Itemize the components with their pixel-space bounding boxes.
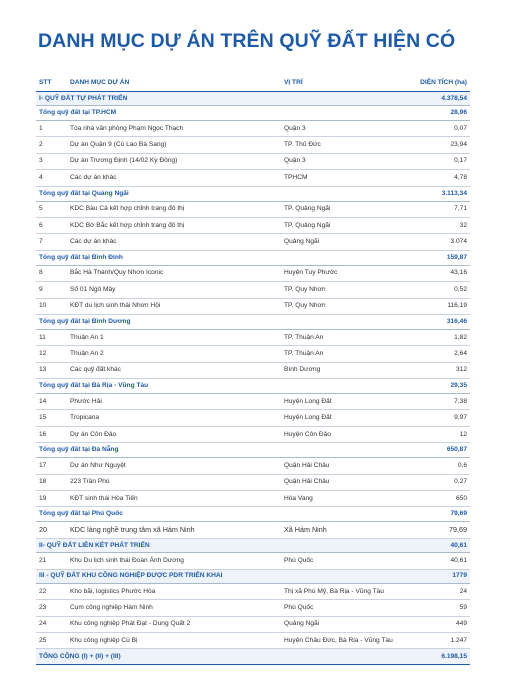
section-row [36, 539, 470, 553]
project-name-cell: Tropicana [67, 410, 281, 426]
project-name-cell: Cụm công nghiệp Hàm Ninh [67, 600, 281, 616]
stt-cell: 10 [36, 298, 67, 314]
stt-cell: 25 [36, 632, 67, 648]
area-cell: 43,16 [401, 265, 470, 281]
area-cell: 12 [401, 426, 470, 442]
project-name-cell: KDC Bờ Bắc kết hợp chỉnh trang đô thị [67, 217, 281, 233]
location-cell: Huyện Long Đất [281, 394, 401, 410]
area-cell: 312 [401, 362, 470, 378]
location-cell: Bình Dương [281, 362, 401, 378]
location-cell: TPHCM [281, 170, 401, 186]
stt-cell: 4 [36, 170, 67, 186]
stt-cell: 24 [36, 616, 67, 632]
location-cell: Quận 3 [281, 121, 401, 137]
project-table [36, 75, 470, 665]
stt-cell: 21 [36, 553, 67, 569]
table-row [36, 426, 470, 442]
table-row [36, 170, 470, 186]
area-cell: 7,38 [401, 394, 470, 410]
stt-cell: 12 [36, 346, 67, 362]
subtotal-row [36, 507, 470, 522]
stt-cell: 16 [36, 426, 67, 442]
project-name-cell: Khu công nghiệp Phát Đạt - Dung Quất 2 [67, 616, 281, 632]
group-label: Tổng quỹ đất tại Phú Quốc [36, 507, 401, 522]
page-title: DANH MỤC DỰ ÁN TRÊN QUỸ ĐẤT HIỆN CÓ [38, 30, 456, 52]
group-label: III - QUỸ ĐẤT KHU CÔNG NGHIỆP ĐƯỢC PDR TRIỂN KHAI [36, 569, 401, 583]
subtotal-row [36, 443, 470, 458]
table-row [36, 394, 470, 410]
location-cell: TP. Quảng Ngãi [281, 217, 401, 233]
table-row [36, 234, 470, 250]
table-row [36, 583, 470, 599]
subtotal-row [36, 379, 470, 394]
area-cell: 0,52 [401, 282, 470, 298]
group-label: Tổng quỹ đất tại Bình Định [36, 250, 401, 265]
project-name-cell: Kho bãi, logistics Phước Hòa [67, 583, 281, 599]
project-name-cell: Tòa nhà văn phòng Phạm Ngọc Thạch [67, 121, 281, 137]
table-row [36, 201, 470, 217]
group-area: 4.378,54 [401, 92, 470, 106]
area-cell: 59 [401, 600, 470, 616]
stt-cell: 22 [36, 583, 67, 599]
table-row [36, 282, 470, 298]
table-row [36, 522, 470, 539]
group-label: Tổng quỹ đất tại Bình Dương [36, 314, 401, 329]
subtotal-row [36, 250, 470, 265]
location-cell: TP. Thủ Đức [281, 137, 401, 153]
location-cell: Quận Hải Châu [281, 474, 401, 490]
project-name-cell: Dự án Như Nguyệt [67, 458, 281, 474]
subtotal-row [36, 186, 470, 201]
group-area: 6.198,15 [401, 649, 470, 665]
table-row [36, 553, 470, 569]
location-cell: TP. Quy Nhơn [281, 282, 401, 298]
group-area: 316,46 [401, 314, 470, 329]
location-cell: Hòa Vang [281, 491, 401, 507]
stt-cell: 7 [36, 234, 67, 250]
stt-cell: 15 [36, 410, 67, 426]
location-cell: TP. Thuận An [281, 346, 401, 362]
stt-cell: 9 [36, 282, 67, 298]
group-area: 40,61 [401, 539, 470, 553]
group-label: I- QUỸ ĐẤT TỰ PHÁT TRIỂN [36, 92, 401, 106]
group-area: 29,35 [401, 379, 470, 394]
project-name-cell: 223 Trần Phú [67, 474, 281, 490]
project-name-cell: Các quỹ đất khác [67, 362, 281, 378]
location-cell: Xã Hàm Ninh [281, 522, 401, 539]
location-cell: TP. Quảng Ngãi [281, 201, 401, 217]
group-area: 650,87 [401, 443, 470, 458]
area-cell: 0,6 [401, 458, 470, 474]
project-name-cell: KDC Bàu Cả kết hợp chỉnh trang đô thị [67, 201, 281, 217]
table-row [36, 410, 470, 426]
location-cell: Quận Hải Châu [281, 458, 401, 474]
stt-cell: 18 [36, 474, 67, 490]
project-name-cell: Thuận An 2 [67, 346, 281, 362]
section-row [36, 569, 470, 583]
table-row [36, 632, 470, 648]
area-cell: 3.074 [401, 234, 470, 250]
table-row [36, 298, 470, 314]
area-cell: 116,19 [401, 298, 470, 314]
table-row [36, 458, 470, 474]
table-row [36, 153, 470, 169]
project-name-cell: Thuận An 1 [67, 329, 281, 345]
table-row [36, 616, 470, 632]
group-label: II- QUỸ ĐẤT LIÊN KẾT PHÁT TRIỂN [36, 539, 401, 553]
table-body [36, 92, 470, 665]
stt-cell: 20 [36, 522, 67, 539]
stt-cell: 1 [36, 121, 67, 137]
header-area: DIỆN TÍCH (ha) [401, 75, 470, 92]
area-cell: 650 [401, 491, 470, 507]
table-row [36, 217, 470, 233]
area-cell: 4,78 [401, 170, 470, 186]
area-cell: 7,71 [401, 201, 470, 217]
group-area: 159,87 [401, 250, 470, 265]
group-area: 1779 [401, 569, 470, 583]
area-cell: 1,82 [401, 329, 470, 345]
project-name-cell: Dự án Quận 9 (Cù Lao Bà Sang) [67, 137, 281, 153]
stt-cell: 2 [36, 137, 67, 153]
area-cell: 23,94 [401, 137, 470, 153]
project-name-cell: KĐT sinh thái Hòa Tiến [67, 491, 281, 507]
stt-cell: 3 [36, 153, 67, 169]
total-row [36, 649, 470, 665]
table-row [36, 474, 470, 490]
table-row [36, 362, 470, 378]
table-row [36, 329, 470, 345]
header-name: DANH MỤC DỰ ÁN [67, 75, 281, 92]
location-cell: TP. Thuận An [281, 329, 401, 345]
group-area: 79,69 [401, 507, 470, 522]
header-location: VỊ TRÍ [281, 75, 401, 92]
location-cell: TP. Quy Nhơn [281, 298, 401, 314]
project-name-cell: Dự án Trương Định (14/02 Kỳ Đồng) [67, 153, 281, 169]
project-name-cell: KDC làng nghề trung tâm xã Hàm Ninh [67, 522, 281, 539]
project-name-cell: KĐT du lịch sinh thái Nhơn Hội [67, 298, 281, 314]
stt-cell: 6 [36, 217, 67, 233]
group-area: 28,96 [401, 106, 470, 121]
project-name-cell: Khu Du lịch sinh thái Đoàn Ánh Dương [67, 553, 281, 569]
area-cell: 79,69 [401, 522, 470, 539]
location-cell: Huyện Long Đất [281, 410, 401, 426]
stt-cell: 17 [36, 458, 67, 474]
location-cell: Quảng Ngãi [281, 234, 401, 250]
stt-cell: 23 [36, 600, 67, 616]
subtotal-row [36, 314, 470, 329]
group-label: Tổng quỹ đất tại Đà Nẵng [36, 443, 401, 458]
location-cell: Quận 3 [281, 153, 401, 169]
project-name-cell: Số 01 Ngô Mây [67, 282, 281, 298]
table-row [36, 600, 470, 616]
subtotal-row [36, 106, 470, 121]
section-row [36, 92, 470, 106]
group-label: Tổng quỹ đất tại Bà Rịa - Vũng Tàu [36, 379, 401, 394]
area-cell: 449 [401, 616, 470, 632]
project-name-cell: Phước Hải [67, 394, 281, 410]
group-label: Tổng quỹ đất tại TP.HCM [36, 106, 401, 121]
group-area: 3.113,34 [401, 186, 470, 201]
table-header-row [36, 75, 470, 92]
stt-cell: 5 [36, 201, 67, 217]
stt-cell: 8 [36, 265, 67, 281]
table-row [36, 491, 470, 507]
area-cell: 1.247 [401, 632, 470, 648]
area-cell: 9,97 [401, 410, 470, 426]
location-cell: Phú Quốc [281, 600, 401, 616]
stt-cell: 14 [36, 394, 67, 410]
table-row [36, 137, 470, 153]
header-stt: STT [36, 75, 67, 92]
area-cell: 0,07 [401, 121, 470, 137]
stt-cell: 19 [36, 491, 67, 507]
table-row [36, 121, 470, 137]
area-cell: 0,27 [401, 474, 470, 490]
location-cell: Phú Quốc [281, 553, 401, 569]
stt-cell: 11 [36, 329, 67, 345]
area-cell: 32 [401, 217, 470, 233]
area-cell: 0,17 [401, 153, 470, 169]
location-cell: Huyện Tuy Phước [281, 265, 401, 281]
area-cell: 40,61 [401, 553, 470, 569]
group-label: Tổng quỹ đất tại Quảng Ngãi [36, 186, 401, 201]
project-name-cell: Khu công nghiệp Cù Bị [67, 632, 281, 648]
project-name-cell: Các dự án khác [67, 170, 281, 186]
project-name-cell: Bắc Hà Thanh/Quy Nhơn Iconic [67, 265, 281, 281]
stt-cell: 13 [36, 362, 67, 378]
location-cell: Thị xã Phú Mỹ, Bà Rịa - Vũng Tàu [281, 583, 401, 599]
total-label: TỔNG CỘNG (I) + (II) + (III) [36, 649, 401, 665]
project-name-cell: Dự án Côn Đảo [67, 426, 281, 442]
location-cell: Huyện Châu Đức, Bà Rịa - Vũng Tàu [281, 632, 401, 648]
area-cell: 2,64 [401, 346, 470, 362]
location-cell: Huyện Côn Đảo [281, 426, 401, 442]
table-row [36, 265, 470, 281]
project-name-cell: Các dự án khác [67, 234, 281, 250]
table-row [36, 346, 470, 362]
location-cell: Quảng Ngãi [281, 616, 401, 632]
area-cell: 24 [401, 583, 470, 599]
